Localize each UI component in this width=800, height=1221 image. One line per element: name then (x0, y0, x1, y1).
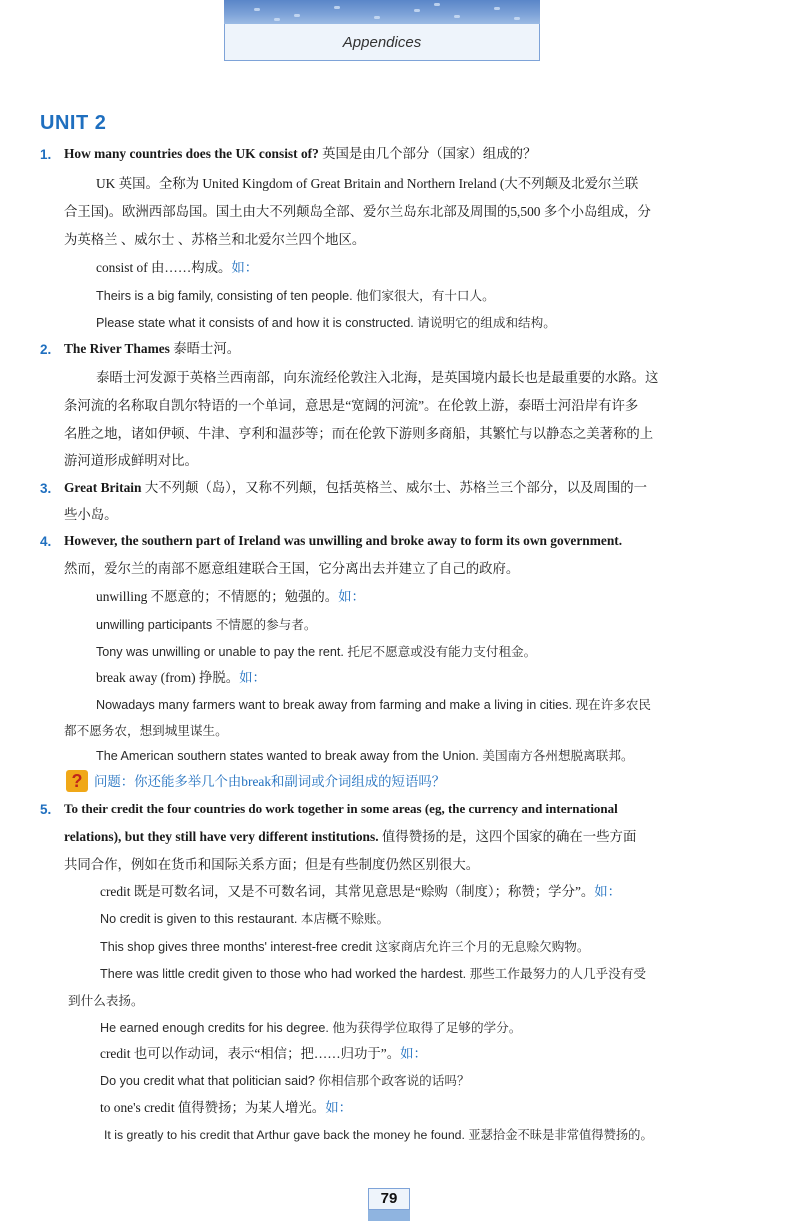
example-sentence: unwilling participants 不情愿的参与者。 (96, 618, 317, 632)
example-sentence: 都不愿务农，想到城里谋生。 (64, 724, 228, 738)
vocab-term: break away (from) 挣脱。如： (96, 670, 266, 685)
item-number: 4. (40, 534, 52, 549)
example-sentence: No credit is given to this restaurant. 本店概不赊账。 (100, 912, 390, 926)
vocab-term: to one's credit 值得赞扬；为某人增光。如： (100, 1100, 352, 1115)
page-number: 79 (368, 1188, 410, 1210)
question-prompt: 问题：你还能多举几个由break和副词或介词组成的短语吗？ (94, 774, 446, 789)
paragraph-line: 共同合作，例如在货币和国际关系方面；但是有些制度仍然区别很大。 (64, 857, 480, 872)
vocab-term: consist of 由……构成。如： (96, 260, 259, 275)
example-sentence: There was little credit given to those who had worked the hardest. 那些工作最努力的人几乎没有受 (100, 967, 646, 981)
header-title: Appendices (342, 34, 422, 51)
item-heading: The River Thames 泰晤士河。 (64, 341, 241, 356)
example-sentence: Tony was unwilling or unable to pay the rent. 托尼不愿意或没有能力支付租金。 (96, 645, 537, 659)
unit-title: UNIT 2 (40, 112, 107, 134)
item-heading: However, the southern part of Ireland was unwilling and broke away to form its own government. (64, 533, 623, 548)
paragraph-line: 泰晤士河发源于英格兰西南部，向东流经伦敦注入北海，是英国境内最长也是最重要的水路。这 (96, 370, 659, 385)
item-heading: To their credit the four countries do work together in some areas (eg, the currency and international (64, 801, 618, 816)
example-sentence: Nowadays many farmers want to break away from farming and make a living in cities. 现在许多农民 (96, 698, 652, 712)
question-icon: ? (66, 770, 88, 792)
item-number: 1. (40, 147, 52, 162)
example-sentence: Do you credit what that politician said? 你相信那个政客说的话吗？ (100, 1074, 470, 1088)
item-heading: How many countries does the UK consist of? 英国是由几个部分（国家）组成的？ (64, 146, 537, 161)
paragraph-line: 游河道形成鲜明对比。 (64, 453, 198, 468)
paragraph-line: 些小岛。 (64, 507, 118, 522)
item-number: 2. (40, 342, 52, 357)
paragraph-line: 条河流的名称取自凯尔特语的一个单词，意思是“宽阔的河流”。在伦敦上游，泰晤士河沿岸有许多 (64, 398, 639, 413)
vocab-term: unwilling 不愿意的；不情愿的；勉强的。如： (96, 589, 365, 604)
paragraph-line: 然而，爱尔兰的南部不愿意组建联合王国，它分离出去并建立了自己的政府。 (64, 561, 520, 576)
example-sentence: It is greatly to his credit that Arthur gave back the money he found. 亚瑟拾金不昧是非常值得赞扬的。 (104, 1128, 653, 1142)
item-heading-cont: relations), but they still have very different institutions. 值得赞扬的是，这四个国家的确在一些方面 (64, 829, 637, 844)
item-heading: Great Britain 大不列颠（岛），又称不列颠，包括英格兰、威尔士、苏格兰三个部分，以及周围的一 (64, 480, 647, 495)
example-sentence: 到什么表扬。 (68, 994, 144, 1008)
example-sentence: The American southern states wanted to break away from the Union. 美国南方各州想脱离联邦。 (96, 749, 634, 763)
paragraph-line: 名胜之地，诸如伊顿、牛津、亨利和温莎等；而在伦敦下游则多商船，其繁忙与以静态之美著称的上 (64, 426, 654, 441)
example-sentence: This shop gives three months' interest-free credit 这家商店允许三个月的无息赊欠购物。 (100, 940, 590, 954)
example-sentence: He earned enough credits for his degree. 他为获得学位取得了足够的学分。 (100, 1021, 522, 1035)
header-decoration (224, 0, 540, 24)
example-sentence: Please state what it consists of and how it is constructed. 请说明它的组成和结构。 (96, 316, 556, 330)
paragraph-line: 为英格兰 、威尔士 、苏格兰和北爱尔兰四个地区。 (64, 232, 366, 247)
vocab-term: credit 既是可数名词，又是不可数名词，其常见意思是“赊购（制度）；称赞；学分”。如： (100, 884, 622, 899)
header-box (224, 24, 540, 61)
example-sentence: Theirs is a big family, consisting of ten people. 他们家很大，有十口人。 (96, 289, 495, 303)
paragraph-line: UK 英国。全称为 United Kingdom of Great Britain and Northern Ireland (大不列颠及北爱尔兰联 (96, 176, 639, 191)
vocab-term: credit 也可以作动词，表示“相信；把……归功于”。如： (100, 1046, 427, 1061)
item-number: 3. (40, 481, 52, 496)
paragraph-line: 合王国)。欧洲西部岛国。国土由大不列颠岛全部、爱尔兰岛东北部及周围的5,500 多个小岛组成，分 (64, 204, 651, 219)
item-number: 5. (40, 802, 52, 817)
